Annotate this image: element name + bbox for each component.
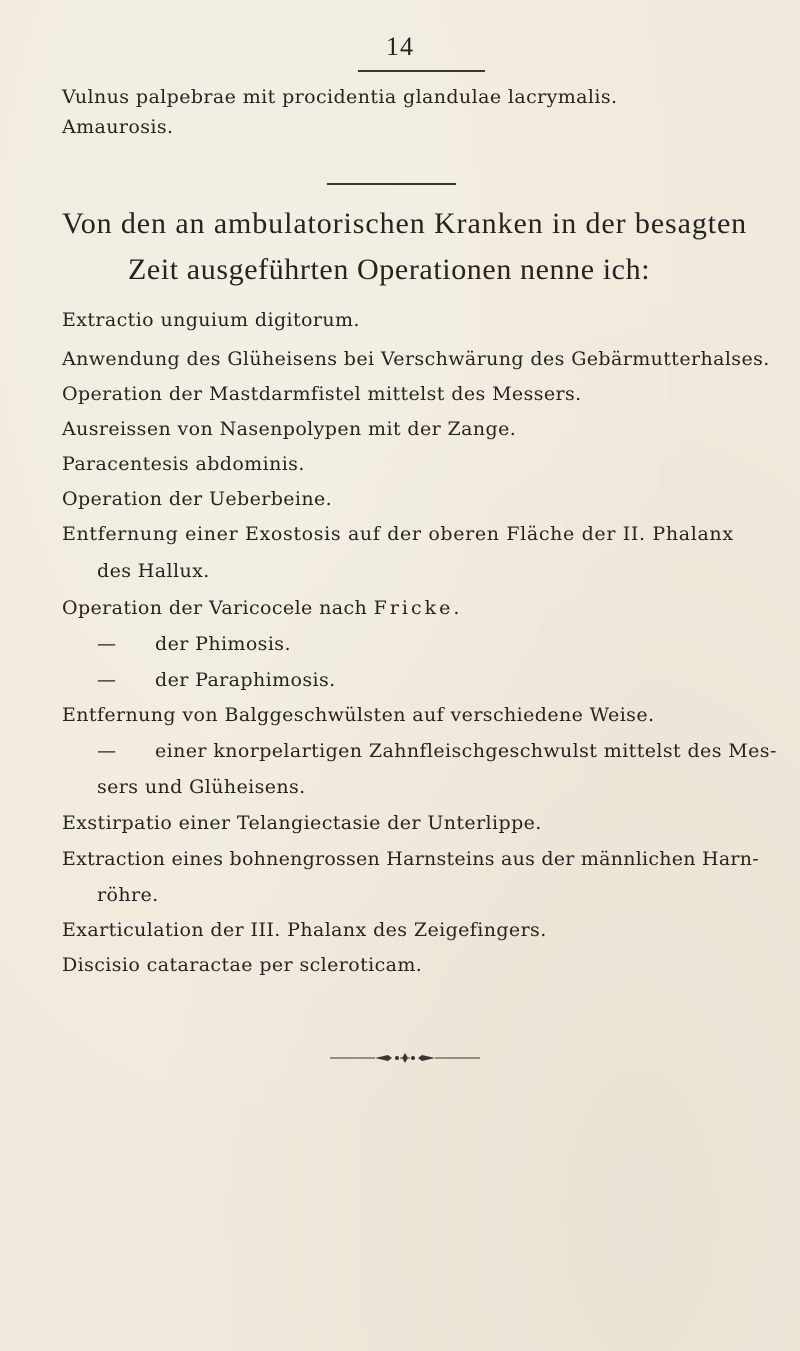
list-item-exostosis-line-2: des Hallux. <box>97 560 210 582</box>
ditto-dash: — <box>97 669 117 691</box>
section-rule <box>327 183 456 185</box>
list-item-phimosis <box>97 633 291 655</box>
intro-line-2: Amaurosis. <box>62 116 174 138</box>
list-item-discisio: Discisio cataractae per scleroticam. <box>62 954 423 976</box>
list-item-ueberbeine: Operation der Ueberbeine. <box>62 488 333 510</box>
section-heading-line-2: Zeit ausgeführten Operationen nenne ich: <box>128 253 651 286</box>
list-item-zahnfleisch-line-2: sers und Glüheisens. <box>97 776 306 798</box>
phimosis-text: der Phimosis. <box>155 633 291 655</box>
zahnfleisch-text: einer knorpelartigen Zahnfleischgeschwulst mittelst des Mes- <box>155 740 777 762</box>
list-item-glueheisen: Anwendung des Glüheisens bei Verschwärung des Gebärmutterhalses. <box>62 348 770 370</box>
top-rule <box>358 70 485 72</box>
intro-line-1: Vulnus palpebrae mit procidentia glandulae lacrymalis. <box>62 86 618 108</box>
list-item-balggeschwuelste: Entfernung von Balggeschwülsten auf verschiedene Weise. <box>62 704 655 726</box>
list-item-mastdarmfistel: Operation der Mastdarmfistel mittelst des Messers. <box>62 383 582 405</box>
section-heading-line-1: Von den an ambulatorischen Kranken in der besagten <box>62 207 748 240</box>
varicocele-text: Operation der Varicocele nach <box>62 597 368 619</box>
list-item-paraphimosis <box>97 669 336 691</box>
page-number: 14 <box>386 32 414 61</box>
end-ornament-icon <box>330 1052 480 1064</box>
list-item-exarticulation: Exarticulation der III. Phalanx des Zeigefingers. <box>62 919 547 941</box>
ditto-dash: — <box>97 740 117 762</box>
list-item-harnstein-line-2: röhre. <box>97 884 159 906</box>
list-item-exostosis-line-1: Entfernung einer Exostosis auf der oberen Fläche der II. Phalanx <box>62 523 734 545</box>
list-item-varicocele <box>62 597 462 619</box>
list-item-harnstein-line-1: Extraction eines bohnengrossen Harnsteins aus der männlichen Harn- <box>62 848 759 870</box>
list-item-telangiectasie: Exstirpatio einer Telangiectasie der Unterlippe. <box>62 812 542 834</box>
ditto-dash: — <box>97 633 117 655</box>
list-item-nasenpolypen: Ausreissen von Nasenpolypen mit der Zange. <box>62 418 517 440</box>
list-item-extractio: Extractio unguium digitorum. <box>62 309 360 331</box>
list-item-zahnfleisch-line-1 <box>97 740 777 762</box>
paraphimosis-text: der Paraphimosis. <box>155 669 336 691</box>
author-name-fricke: Fricke. <box>373 597 463 619</box>
list-item-paracentesis: Paracentesis abdominis. <box>62 453 305 475</box>
